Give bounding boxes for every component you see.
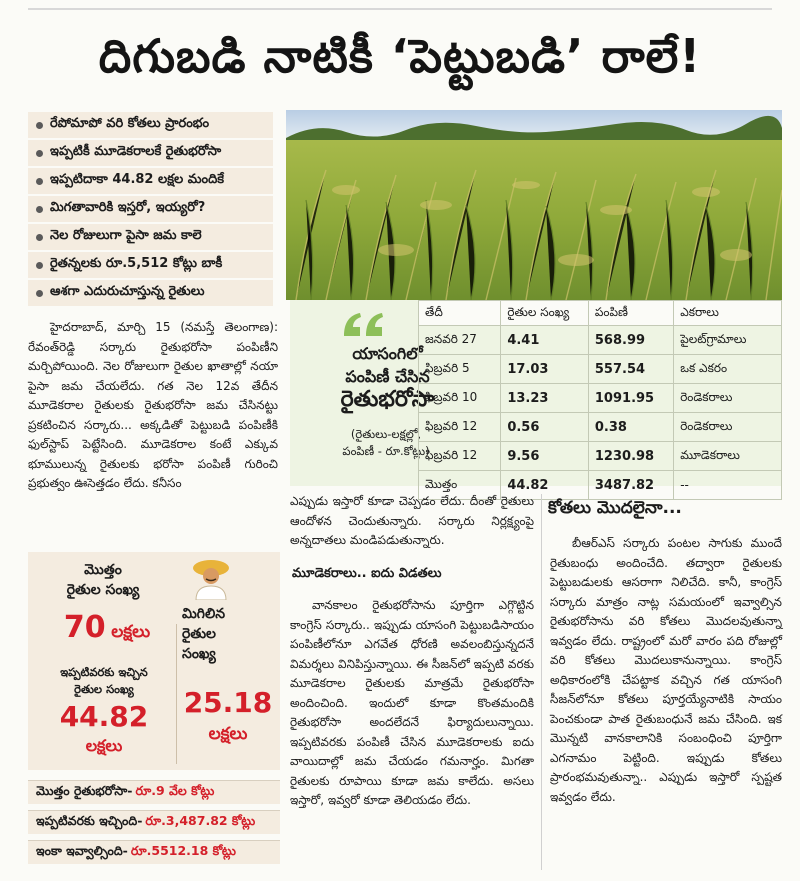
farmer-stats-box [28, 552, 280, 770]
table-row: ఫిబ్రవరి 12 9.56 1230.98 మూడెకరాలు [419, 442, 782, 471]
table-row: ఫిబ్రవరి 10 13.23 1091.95 రెండెకరాలు [419, 384, 782, 413]
quote-icon [340, 310, 386, 340]
highlight-item: మిగతావారికి ఇస్తరో, ఇయ్యరో? [28, 196, 273, 224]
table-row: ఫిబ్రవరి 5 17.03 557.54 ఒక ఎకరం [419, 355, 782, 384]
article-column-1: హైదరాబాద్, మార్చి 15 (నమస్తే తెలంగాణ): రేవంత్‌రెడ్డి సర్కారు రైతుభరోసా పంపిణీని మర్చిపోయింది. నెల రోజులుగా రైతుల ఖాతాల్లో నయా పైసా జమ చేయలేదు. గత నెల 12వ తేదీన మూడెకరాల రైతులకు రైతుభరోసా జమ చేసినట్టు ప్రకటించిన సర్కారు... అక్కడితో పెట్టుబడి పంపిణీకి ఫుల్‌స్టాప్ పెట్టేసింది. మూడెకరాల కంటే ఎక్కువ భూములున్న రైతులకు భరోసా పంపిణీ గురించి ప్రభుత్వం ఊసెత్తడం లేదు. కనీసం [28, 320, 278, 490]
paid-farmers-unit: లక్షలు [85, 736, 123, 755]
highlight-item: రేపోమాపో వరి కోతలు ప్రారంభం [28, 112, 273, 140]
remaining-farmers-label: మిగిలిన రైతుల సంఖ్య [182, 606, 226, 662]
money-pending-row: ఇంకా ఇవ్వాల్సింది- రూ.5512.18 కోట్లు [28, 840, 280, 864]
table-header-row [419, 301, 782, 326]
highlight-item: ఇప్పటిదాకా 44.82 లక్షల మందికే [28, 168, 273, 196]
distribution-table [418, 300, 782, 500]
remaining-farmers-unit: లక్షలు [208, 724, 248, 744]
header-farmers: రైతుల సంఖ్య [501, 301, 589, 326]
bullet-icon [36, 150, 43, 157]
column-divider [541, 494, 542, 870]
article-column-3: బీఆర్‌ఎస్ సర్కారు పంటల సాగుకు ముందే రైతుబంధు అందించేది. తద్వారా రైతులకు పెట్టుబడులకు ఆసరాగా నిలిచేది. కానీ, కాంగ్రెస్ సర్కారు మాత్రం నాట్ల సమయంలో ఇవ్వాల్సిన రైతుభరోసాను వరి కోతలు మొదలవుతున్నా ఇవ్వడం లేదు. రాష్ట్రంలో మరో వారం పది రోజుల్లో వరి కోతలు మొదలుకానున్నాయి. కాంగ్రెస్ అధికారంలోకి చేపట్టాక వచ్చిన గత యాసంగి సీజన్‌లోనూ కోతలు పూర్తయ్యేనాటికి సాయం పెంచకుండా పాత రైతుబంధునే జమ చేసింది. ఇక మొన్నటి వానకాలానికి సంబంధించి పూర్తిగా ఎగనామం పెట్టింది. ఇప్పుడు కోతలు ప్రారంభమవుతున్నా.. ఎప్పుడు ఇస్తారో స్పష్టత ఇవ్వడం లేదు. [550, 536, 782, 804]
subheading-three-acres: మూడెకరాలు.. ఐదు విడతలు [292, 566, 442, 581]
header-date: తేదీ [419, 301, 501, 326]
table-row: జనవరి 27 4.41 568.99 పైలట్‌గ్రామాలు [419, 326, 782, 355]
rythu-bharosa-table-box [290, 300, 782, 493]
bullet-icon [36, 262, 43, 269]
highlights-list [28, 112, 273, 308]
subheading-harvest: కోతలు మొదలైనా... [548, 498, 682, 518]
total-farmers-value: 70 లక్షలు [63, 610, 151, 645]
highlight-item: నెల రోజులుగా పైసా జమ కాలె [28, 224, 273, 252]
table-title: యాసంగిలో పంపిణీ చేసిన రైతుభరోసా [340, 344, 435, 412]
bullet-icon [36, 290, 43, 297]
bullet-icon [36, 234, 43, 241]
table-total-row: మొత్తం 44.82 3487.82 -- [419, 471, 782, 500]
table-unit-note: (రైతులు-లక్షల్లో, పంపిణీ - రూ.కోట్లు) [342, 427, 430, 458]
farmer-icon [186, 556, 236, 600]
money-paid-row: ఇప్పటివరకు ఇచ్చింది- రూ.3,487.82 కోట్లు [28, 810, 280, 834]
paddy-field-photo [286, 110, 782, 300]
stats-divider [176, 624, 177, 764]
header-acres: ఎకరాలు [674, 301, 782, 326]
paid-farmers-value: 44.82 [59, 700, 149, 733]
highlight-item: ఆశగా ఎదురుచూస్తున్న రైతులు [28, 280, 273, 308]
highlight-item: ఇప్పటికీ మూడెకరాలకే రైతుభరోసా [28, 140, 273, 168]
article-column-2-top: ఎప్పుడు ఇస్తారో కూడా చెప్పడం లేదు. దీంతో రైతులు ఆందోళన చెందుతున్నారు. సర్కారు నిర్లక్ష్యంపై అన్నదాతలు మండిపడుతున్నారు. [290, 494, 534, 547]
remaining-farmers-value: 25.18 [183, 686, 273, 719]
bullet-icon [36, 122, 43, 129]
highlight-item: రైతన్నలకు రూ.5,512 కోట్లు బాకీ [28, 252, 273, 280]
table-row: ఫిబ్రవరి 12 0.56 0.38 రెండెకరాలు [419, 413, 782, 442]
bullet-icon [36, 206, 43, 213]
money-total-row: మొత్తం రైతుభరోసా- రూ.9 వేల కోట్లు [28, 780, 280, 804]
top-rule [28, 8, 772, 10]
bullet-icon [36, 178, 43, 185]
total-farmers-label: మొత్తం రైతుల సంఖ్య [66, 562, 140, 598]
paid-farmers-label: ఇప్పటివరకు ఇచ్చిన రైతుల సంఖ్య [60, 665, 148, 696]
headline: దిగుబడి నాటికీ ‘పెట్టుబడి’ రాలే! [98, 29, 702, 83]
header-amount: పంపిణీ [588, 301, 673, 326]
article-column-2: వానకాలం రైతుభరోసాను పూర్తిగా ఎగ్గొట్టిన కాంగ్రెస్ సర్కారు.. ఇప్పుడు యాసంగి పెట్టుబడిసాయం పంపిణీలోనూ ఎగవేత ధోరణి అవలంబిస్తున్నదనే విమర్శలు వినిపిస్తున్నాయి. ఈ సీజన్‌లో ఇప్పటి వరకు మూడెకరాల రైతులకు మాత్రమే రైతుభరోసా అందించింది. ఇందులో కూడా కొంతమందికి రైతుభరోసా అందలేదనే ఫిర్యాదులున్నాయి. ఇప్పటివరకు పంపిణీ చేసిన మూడెకరాలకు ఐదు వాయిదాల్లో జమ చేయడం గమనార్హం. మిగతా రైతులకు రూపాయి కూడా జమ కాలేదు. అసలు ఇస్తారో, ఇవ్వరో కూడా తెలియడం లేదు. [290, 598, 534, 807]
